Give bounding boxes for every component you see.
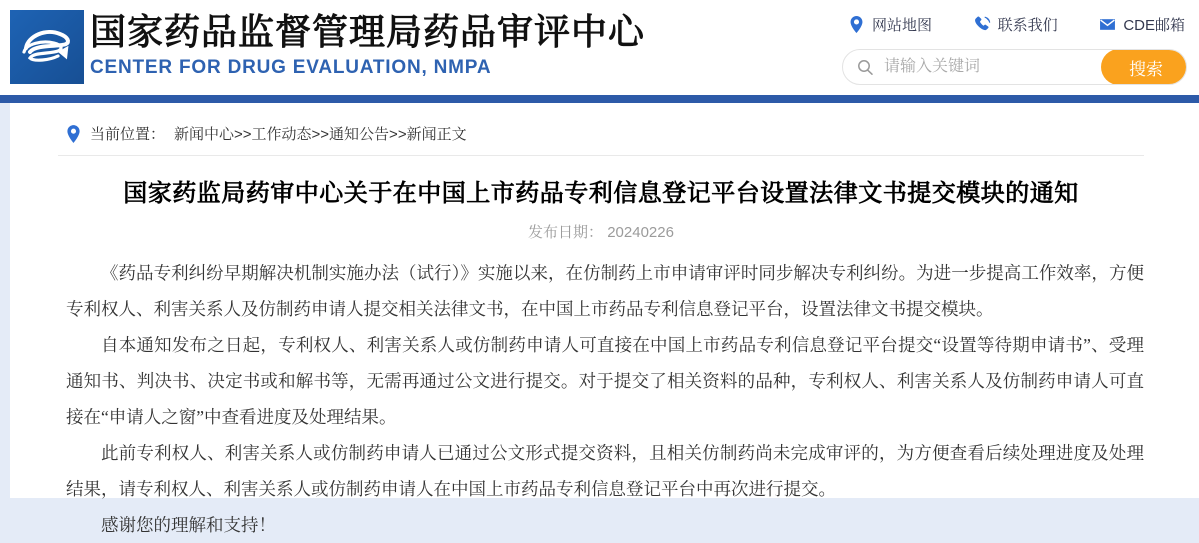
publish-date-value: 20240226 (607, 224, 674, 241)
cde-fish-logo-icon (16, 14, 78, 81)
page-body (0, 103, 1199, 535)
contact-link-label: 联系我们 (997, 17, 1058, 34)
search-button[interactable]: 搜索 (1101, 49, 1187, 85)
sitemap-link[interactable] (848, 14, 932, 35)
article-paragraph: 《药品专利纠纷早期解决机制实施办法（试行）》实施以来，在仿制药上市申请审评时同步解决专利纠纷。为进一步提高工作效率，方便专利权人、利害关系人及仿制药申请人提交相关法律文书，在中国上市药品专利信息登记平台，设置法律文书提交模块。 (66, 263, 1144, 319)
sitemap-link-label: 网站地图 (872, 17, 933, 34)
location-pin-icon (66, 125, 81, 143)
envelope-icon (1099, 16, 1116, 33)
site-subtitle: CENTER FOR DRUG EVALUATION, NMPA (90, 57, 492, 78)
breadcrumb-path[interactable]: 新闻中心>>工作动态>>通知公告>>新闻正文 (174, 126, 467, 143)
search-icon (857, 59, 874, 76)
article-publish-date (58, 221, 1144, 242)
article-paragraph: 感谢您的理解和支持！ (101, 515, 276, 535)
site-logo[interactable] (10, 10, 84, 84)
content-panel (10, 103, 1199, 535)
article-title: 国家药监局药审中心关于在中国上市药品专利信息登记平台设置法律文书提交模块的通知 (123, 180, 1079, 207)
mailbox-link[interactable] (1099, 14, 1185, 35)
breadcrumb-divider (58, 155, 1144, 156)
contact-link[interactable] (974, 14, 1058, 35)
header-right (842, 12, 1187, 85)
site-titles (90, 10, 645, 79)
article-paragraph: 此前专利权人、利害关系人或仿制药申请人已通过公文形式提交资料，且相关仿制药尚未完成审评的，为方便查看后续处理进度及处理结果，请专利权人、利害关系人或仿制药申请人在中国上市药品专利信息登记平台中再次进行提交。 (66, 443, 1144, 499)
article-body (58, 255, 1144, 543)
article-paragraph: 自本通知发布之日起，专利权人、利害关系人或仿制药申请人可直接在中国上市药品专利信息登记平台提交“设置等待期申请书”、受理通知书、判决书、决定书或和解书等，无需再通过公文进行提交。对于提交了相关资料的品种，专利权人、利害关系人及仿制药申请人可直接在“申请人之窗”中查看进度及处理结果。 (66, 335, 1144, 427)
breadcrumb (58, 103, 1144, 155)
phone-icon (974, 16, 991, 33)
header-divider-bar (0, 95, 1199, 103)
quick-links (842, 12, 1187, 35)
search-input[interactable] (874, 50, 1101, 84)
site-header (0, 0, 1199, 95)
mailbox-link-label: CDE邮箱 (1123, 17, 1185, 34)
location-pin-icon (848, 16, 865, 33)
search-bar (842, 49, 1187, 85)
site-title: 国家药品监督管理局药品审评中心 (90, 11, 646, 52)
publish-date-label: 发布日期： (528, 224, 604, 241)
breadcrumb-prefix: 当前位置： (90, 126, 166, 143)
